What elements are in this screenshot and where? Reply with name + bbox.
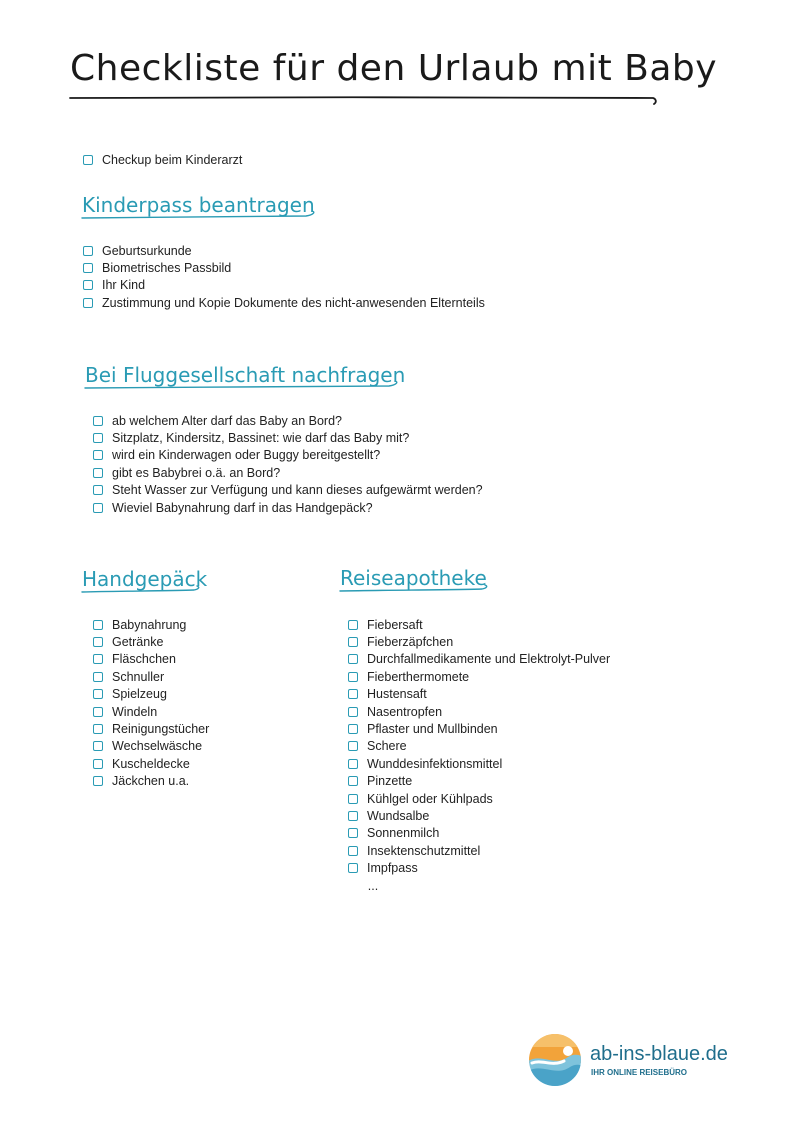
checkbox[interactable] — [93, 503, 103, 513]
item-label: Pinzette — [367, 774, 413, 789]
item-label: Steht Wasser zur Verfügung und kann dieses aufgewärmt werden? — [112, 483, 483, 498]
list-item — [348, 738, 610, 755]
item-label: Impfpass — [367, 861, 418, 876]
list-item — [348, 686, 610, 703]
list-item — [93, 651, 209, 668]
list-item — [93, 668, 209, 685]
item-label: Fiebersaft — [367, 617, 423, 632]
heading-fluggesellschaft-underline — [83, 380, 403, 394]
item-label: Pflaster und Mullbinden — [367, 722, 498, 737]
checkbox[interactable] — [348, 724, 358, 734]
item-label: Kuscheldecke — [112, 756, 190, 771]
heading-handgepaeck-underline — [80, 584, 202, 598]
checkbox[interactable] — [93, 689, 103, 699]
item-label: Fieberthermomete — [367, 669, 470, 684]
item-label: Kühlgel oder Kühlpads — [367, 791, 493, 806]
list-item — [83, 277, 485, 294]
item-label: Durchfallmedikamente und Elektrolyt-Pulver — [367, 652, 611, 667]
list-item — [348, 773, 610, 790]
handgepaeck-list — [93, 616, 209, 790]
checkbox[interactable] — [348, 637, 358, 647]
item-label: Zustimmung und Kopie Dokumente des nicht-anwesenden Elternteils — [102, 295, 485, 310]
list-item — [348, 633, 610, 650]
heading-kinderpass: Kinderpass beantragen — [82, 193, 315, 217]
checkbox[interactable] — [348, 707, 358, 717]
list-item — [93, 482, 483, 499]
list-item — [93, 703, 209, 720]
item-label: Sonnenmilch — [367, 826, 440, 841]
item-label: Fläschchen — [112, 652, 176, 667]
item-label: Schere — [367, 739, 407, 754]
list-item — [348, 616, 610, 633]
item-label: Nasentropfen — [367, 704, 443, 719]
checkbox[interactable] — [93, 485, 103, 495]
list-item — [93, 755, 209, 772]
heading-fluggesellschaft: Bei Fluggesellschaft nachfragen — [85, 363, 406, 387]
list-item — [93, 686, 209, 703]
item-label: Sitzplatz, Kindersitz, Bassinet: wie darf das Baby mit? — [112, 431, 410, 446]
checkbox[interactable] — [93, 707, 103, 717]
checkbox[interactable] — [348, 689, 358, 699]
item-label: Reinigungstücher — [112, 722, 210, 737]
list-item — [348, 651, 610, 668]
logo-tagline: IHR ONLINE REISEBÜRO — [591, 1068, 688, 1077]
item-label: Schnuller — [112, 669, 165, 684]
item-label: Wieviel Babynahrung darf in das Handgepäck? — [112, 500, 373, 515]
list-item — [93, 720, 209, 737]
item-label: Geburtsurkunde — [102, 243, 192, 258]
sun-wave-icon — [528, 1033, 584, 1089]
heading-reiseapotheke-underline — [338, 583, 490, 597]
list-item — [348, 755, 610, 772]
checkbox[interactable] — [93, 654, 103, 664]
checkbox[interactable] — [93, 433, 103, 443]
checkbox[interactable] — [93, 416, 103, 426]
item-label: Jäckchen u.a. — [112, 774, 190, 789]
heading-kinderpass-underline — [80, 210, 320, 224]
list-item — [348, 807, 610, 824]
checkbox[interactable] — [348, 811, 358, 821]
item-label: gibt es Babybrei o.ä. an Bord? — [112, 465, 281, 480]
heading-reiseapotheke: Reiseapotheke — [340, 566, 487, 590]
list-item — [93, 616, 209, 633]
item-label: Spielzeug — [112, 687, 167, 702]
item-label: Fieberzäpfchen — [367, 635, 454, 650]
checkbox[interactable] — [93, 620, 103, 630]
checkbox[interactable] — [348, 654, 358, 664]
checkbox[interactable] — [348, 741, 358, 751]
ellipsis-text: ... — [367, 878, 379, 893]
list-item — [93, 412, 483, 429]
list-item — [348, 703, 610, 720]
intro-list — [83, 151, 242, 168]
fluggesellschaft-list — [93, 412, 483, 516]
checkbox[interactable] — [93, 468, 103, 478]
checkbox[interactable] — [348, 672, 358, 682]
kinderpass-list — [83, 242, 485, 312]
checkbox[interactable] — [93, 637, 103, 647]
item-label: Wunddesinfektionsmittel — [367, 756, 503, 771]
list-item — [93, 429, 483, 446]
list-item — [93, 447, 483, 464]
checkbox[interactable] — [83, 155, 93, 165]
list-item — [348, 825, 610, 842]
item-label: Hustensaft — [367, 687, 427, 702]
list-item — [93, 633, 209, 650]
checkbox[interactable] — [93, 450, 103, 460]
title-underline — [68, 92, 660, 106]
item-label: Biometrisches Passbild — [102, 261, 232, 276]
item-label: Babynahrung — [112, 617, 187, 632]
list-item — [348, 790, 610, 807]
checkbox[interactable] — [93, 672, 103, 682]
checkbox[interactable] — [348, 759, 358, 769]
list-item — [93, 499, 483, 516]
list-item-ellipsis — [348, 877, 610, 894]
checkbox[interactable] — [83, 246, 93, 256]
checkbox[interactable] — [348, 620, 358, 630]
list-item — [83, 242, 485, 259]
checkbox[interactable] — [348, 863, 358, 873]
item-label: Windeln — [112, 704, 158, 719]
checkbox[interactable] — [83, 298, 93, 308]
list-item — [93, 738, 209, 755]
checkbox[interactable] — [93, 741, 103, 751]
list-item — [93, 773, 209, 790]
list-item — [83, 259, 485, 276]
checkbox[interactable] — [348, 794, 358, 804]
logo-brand-text: ab-ins-blaue.de — [590, 1043, 728, 1065]
checkbox[interactable] — [93, 724, 103, 734]
checkbox[interactable] — [348, 846, 358, 856]
item-label: ab welchem Alter darf das Baby an Bord? — [112, 413, 342, 428]
item-label: Wechselwäsche — [112, 739, 203, 754]
list-item — [83, 294, 485, 311]
checkbox[interactable] — [348, 828, 358, 838]
heading-handgepaeck: Handgepäck — [82, 567, 208, 591]
list-item — [348, 668, 610, 685]
list-item — [93, 464, 483, 481]
brand-logo[interactable] — [528, 1033, 728, 1093]
item-label: wird ein Kinderwagen oder Buggy bereitgestellt? — [112, 448, 381, 463]
item-label: Insektenschutzmittel — [367, 843, 481, 858]
list-item — [348, 842, 610, 859]
checkbox[interactable] — [93, 759, 103, 769]
checkbox[interactable] — [93, 776, 103, 786]
item-label: Getränke — [112, 635, 164, 650]
checkbox[interactable] — [83, 263, 93, 273]
item-label: Ihr Kind — [102, 278, 146, 293]
list-item — [83, 151, 242, 168]
list-item — [348, 720, 610, 737]
page-title: Checkliste für den Urlaub mit Baby — [70, 48, 718, 89]
checkbox[interactable] — [348, 776, 358, 786]
checkbox[interactable] — [83, 280, 93, 290]
item-label: Wundsalbe — [367, 808, 430, 823]
reiseapotheke-list — [348, 616, 610, 894]
item-label: Checkup beim Kinderarzt — [102, 152, 243, 167]
list-item — [348, 859, 610, 876]
